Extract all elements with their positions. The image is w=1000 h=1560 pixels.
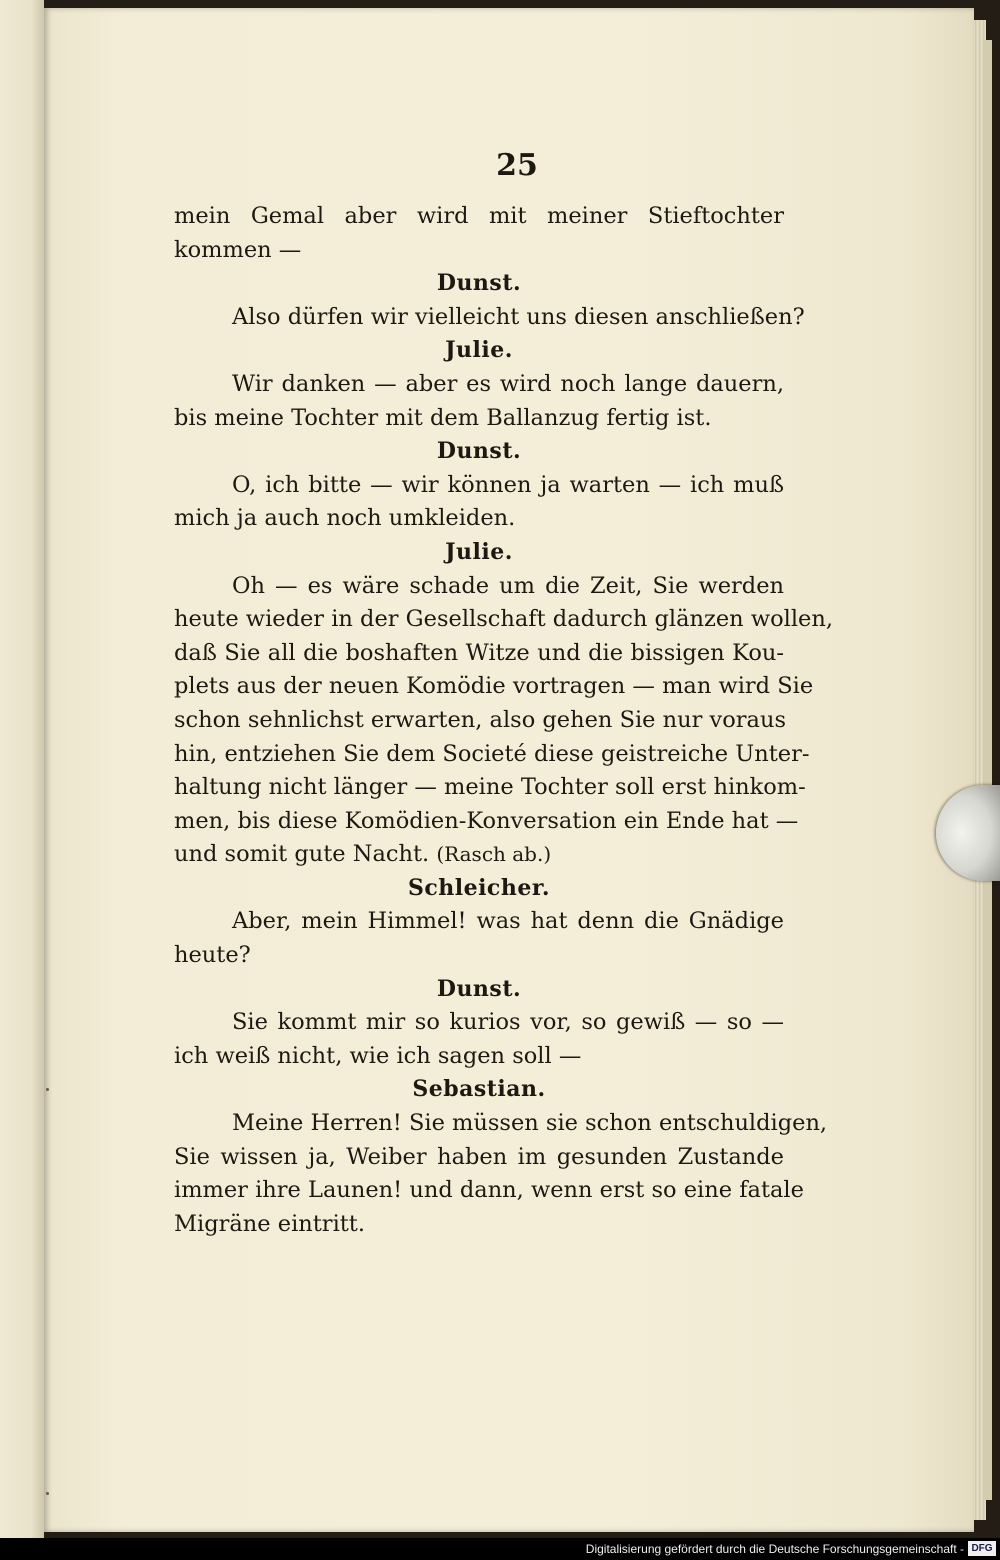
- text-line: O, ich bitte — wir können ja warten — ich muß: [232, 471, 784, 498]
- speaker-name: Dunst.: [436, 975, 522, 1002]
- speaker-name: Sebastian.: [412, 1076, 546, 1103]
- page-number: 25: [496, 148, 538, 183]
- text-line: haltung nicht länger — meine Tochter soll erst hinkom-: [174, 774, 806, 801]
- text-line: mich ja auch noch umkleiden.: [174, 505, 516, 532]
- stage-direction: (Rasch ab.): [436, 842, 552, 867]
- text-line: Migräne eintritt.: [174, 1210, 365, 1237]
- text-line: immer ihre Launen! und dann, wenn erst so eine fatale: [174, 1177, 804, 1204]
- speaker-name: Dunst.: [436, 270, 522, 297]
- text-line: heute?: [174, 942, 251, 969]
- text-line: und somit gute Nacht.: [174, 841, 430, 868]
- book-page: [44, 8, 974, 1532]
- speaker-name: Schleicher.: [407, 874, 551, 901]
- text-line: Also dürfen wir vielleicht uns diesen anschließen?: [232, 303, 805, 330]
- text-line: heute wieder in der Gesellschaft dadurch glänzen wollen,: [174, 606, 833, 633]
- previous-page-edge: [0, 0, 44, 1538]
- text-line: Wir danken — aber es wird noch lange dauern,: [232, 370, 784, 397]
- text-line: plets aus der neuen Komödie vortragen — man wird Sie: [174, 673, 814, 700]
- margin-speck: [46, 1088, 49, 1091]
- margin-speck: [46, 1492, 49, 1495]
- text-line: Oh — es wäre schade um die Zeit, Sie werden: [232, 572, 784, 599]
- text-line: men, bis diese Komödien-Konversation ein Ende hat —: [174, 807, 799, 834]
- speaker-name: Julie.: [445, 538, 513, 565]
- dfg-logo: DFG: [968, 1541, 996, 1556]
- text-line: Aber, mein Himmel! was hat denn die Gnädige: [232, 908, 784, 935]
- text-line: kommen —: [174, 236, 302, 263]
- text-line-with-stage: [174, 838, 784, 872]
- text-line: ich weiß nicht, wie ich sagen soll —: [174, 1042, 582, 1069]
- text-line: Meine Herren! Sie müssen sie schon entschuldigen,: [232, 1110, 828, 1137]
- digitization-credit: Digitalisierung gefördert durch die Deutsche Forschungsgemeinschaft -: [585, 1542, 964, 1556]
- text-line: schon sehnlichst erwarten, also gehen Sie nur voraus: [174, 706, 787, 733]
- text-line: mein Gemal aber wird mit meiner Stieftochter: [174, 203, 784, 229]
- text-line: hin, entziehen Sie dem Societé diese geistreiche Unter-: [174, 740, 810, 767]
- page-text: [174, 200, 833, 1241]
- page-stack-edge-inner: [984, 40, 992, 1500]
- text-line: Sie wissen ja, Weiber haben im gesunden Zustande: [174, 1143, 784, 1170]
- speaker-name: Dunst.: [436, 438, 522, 465]
- text-line: bis meine Tochter mit dem Ballanzug fertig ist.: [174, 404, 712, 431]
- text-line: Sie kommt mir so kurios vor, so gewiß — so —: [232, 1009, 784, 1036]
- text-line: daß Sie all die boshaften Witze und die bissigen Kou-: [174, 639, 784, 666]
- speaker-name: Julie.: [445, 337, 513, 364]
